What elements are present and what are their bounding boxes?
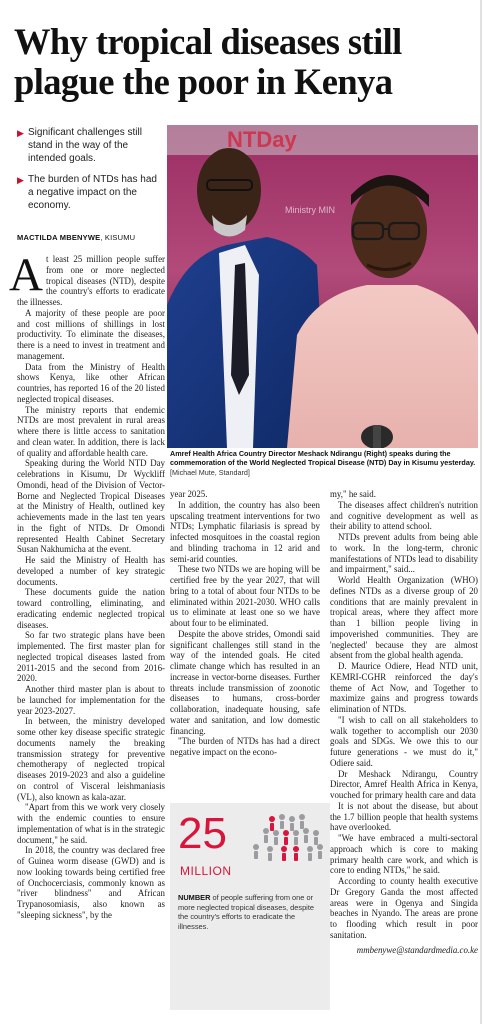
backdrop-text: Ministry MIN: [285, 205, 335, 215]
page-edge-rule: [480, 0, 482, 1024]
stat-description: NUMBER of people suffering from one or more neglected tropical diseases, despite the country's efforts to eradicate the illnesses.: [178, 893, 314, 931]
byline: [17, 233, 167, 242]
author-email: mmbenywe@standardmedia.co.ke: [356, 944, 478, 955]
paragraph: World Health Organization (WHO) defines NTDs as a diverse group of 20 conditions that are mainly prevalent in tropical areas, where they affect more than 1 billion people living in impoverished communities. They are 'neglected' because they are almost absent from the global health agenda.: [330, 575, 478, 661]
headline: Why tropical diseases still plague the poor in Kenya: [14, 21, 402, 102]
paragraph: Data from the Ministry of Health shows Kenya, like other African countries, has reported 16 of the 20 listed neglected tropical diseases.: [17, 361, 165, 404]
paragraph: D. Maurice Odiere, Head NTD unit, KEMRI-CGHR reinforced the day's theme of Act Now, and Together to maximize gains and progress towards elimination of NTDs.: [330, 661, 478, 714]
paragraph: "Apart from this we work very closely with the endemic counties to ensure implementation of what is in the strategic document," he said.: [17, 802, 165, 845]
paragraph: Dr Meshack Ndirangu, Country Director, Amref Health Africa in Kenya, vouched for primary health care and data: [330, 768, 478, 800]
bullet-item: ▶ The burden of NTDs has had a negative impact on the economy.: [17, 174, 157, 211]
paragraph: In addition, the country has also been upscaling treatment interventions for two NTDs; Lymphatic filariasis is spread by infected mosquitoes in the coastal region and blinding trachoma in 12 arid and semi-arid counties.: [170, 499, 320, 564]
author-name: MACTILDA MBENYWE: [17, 233, 101, 242]
bullet-item: ▶ Significant challenges still stand in the way of the intended goals.: [17, 127, 142, 164]
paragraph: "I wish to call on all stakeholders to walk together to accomplish our 2030 goals and SDGs. We owe this to our future generations - we must do it," Odiere said.: [330, 714, 478, 768]
paragraph: According to county health executive Dr Gregory Ganda the most affected areas were in Ogenya and Singida beaches in Nyando. The areas are prone to flooding which result in poor sanitation.: [330, 876, 478, 940]
banner-text: NTDay: [227, 127, 297, 152]
article-column-2: [170, 489, 320, 758]
paragraph: He said the Ministry of Health has developed a number of key strategic documents.: [17, 555, 165, 587]
paragraph: So far two strategic plans have been implemented. The first master plan for neglected tropical diseases lasted from 2011-2015 and the second from 2016-2020.: [17, 630, 165, 684]
paragraph: Despite the above strides, Omondi said significant challenges still stand in the way of the intended goals. He cited climate change which has resulted in an increase in vector-borne diseases. Further threats include transmission of zoonotic diseases to humans, cross-border collaboration, inadequate housing, safe water and sanitation, and low domestic financing.: [170, 628, 320, 736]
people-crowd-icon: [226, 811, 326, 863]
article-photo: [167, 125, 478, 448]
paragraph: In between, the ministry developed some other key disease specific strategic documents namely the breaking transmission strategy for preventive chemotherapy of neglected tropical diseases 2019-2023 and also a guideline on control of Visceral leishmaniasis (VL), also known as kala-azar.: [17, 716, 165, 802]
paragraph: "The burden of NTDs has had a direct negative impact on the econo-: [170, 736, 320, 757]
paragraph: These documents guide the nation toward controlling, eliminating, and eradicating endemic neglected tropical diseases.: [17, 587, 165, 630]
paragraph: These two NTDs we are hoping will be certified free by the year 2027, that will bring to a total of about four NTDs to be eliminated within 2021-2030. WHO calls us to eliminate at least one so we have about four to be eliminated.: [170, 564, 320, 628]
paragraph: year 2025.: [170, 489, 208, 499]
photo-illustration: [167, 125, 478, 448]
triangle-bullet-icon: ▶: [17, 175, 24, 185]
paragraph: The ministry reports that endemic NTDs are most prevalent in rural areas where there is little access to sanitation and clean water. In addition, there is lack of quality and affordable health care.: [17, 404, 165, 458]
stat-number: 25: [178, 809, 227, 858]
paragraph: The diseases affect children's nutrition and cognitive development as well as their ability to attend school.: [330, 499, 478, 532]
paragraph: At least 25 million people suffer from one or more neglected tropical diseases (NTD), despite the country's efforts to eradicate the illnesses.: [9, 249, 165, 307]
stat-callout-box: [170, 803, 330, 1010]
stat-unit: MILLION: [180, 864, 232, 878]
paragraph: Another third master plan is about to be launched for implementation for the year 2023-2027.: [17, 684, 165, 716]
summary-bullets: [17, 126, 165, 220]
paragraph: In 2018, the country was declared free of Guinea worm disease (GWD) and is now looking towards being certified free of Onchocerciasis, commonly known as "river blindness" and African Trypanosomiasis, also known as "sleeping sickness", by the: [17, 845, 165, 920]
drop-cap: A: [9, 249, 43, 301]
photo-credit: [Michael Mute, Standard]: [170, 467, 250, 477]
article-column-3: [330, 489, 478, 955]
photo-caption: Amref Health Africa Country Director Meshack Ndirangu (Right) speaks during the commemoration of the World Neglected Tropical Disease (NTD) Day in Kisumu yesterday. [Michael Mute, Standard]: [170, 449, 476, 477]
dateline: , KISUMU: [100, 233, 136, 242]
paragraph: NTDs prevent adults from being able to work. In the long-term, chronic manifestations of NTDs lead to disability and impairment," said...: [330, 532, 478, 575]
triangle-bullet-icon: ▶: [17, 128, 24, 138]
paragraph: A majority of these people are poor and cost millions of shillings in lost productivity. To eliminate the diseases, there is a need to invest in treatment and management.: [17, 307, 165, 361]
paragraph: Speaking during the World NTD Day celebrations in Kisumu, Dr Wyckliff Omondi, head of the Division of Vector-Borne and Neglected Tropical Diseases at the Ministry of Health, outlined key achievements made in the last ten years in the fight of NTDs. Dr Omondi represented Health Cabinet Secretary Susan Nakhumicha at the event.: [17, 458, 165, 555]
article-column-1: [9, 249, 165, 921]
paragraph: "We have embraced a multi-sectoral approach which is core to making primary health care work, and which is core to ending NTDs," he said.: [330, 833, 478, 876]
paragraph: my," he said.: [330, 489, 376, 499]
paragraph: It is not about the disease, but about the 1.7 billion people that health systems have overlooked.: [330, 800, 478, 833]
